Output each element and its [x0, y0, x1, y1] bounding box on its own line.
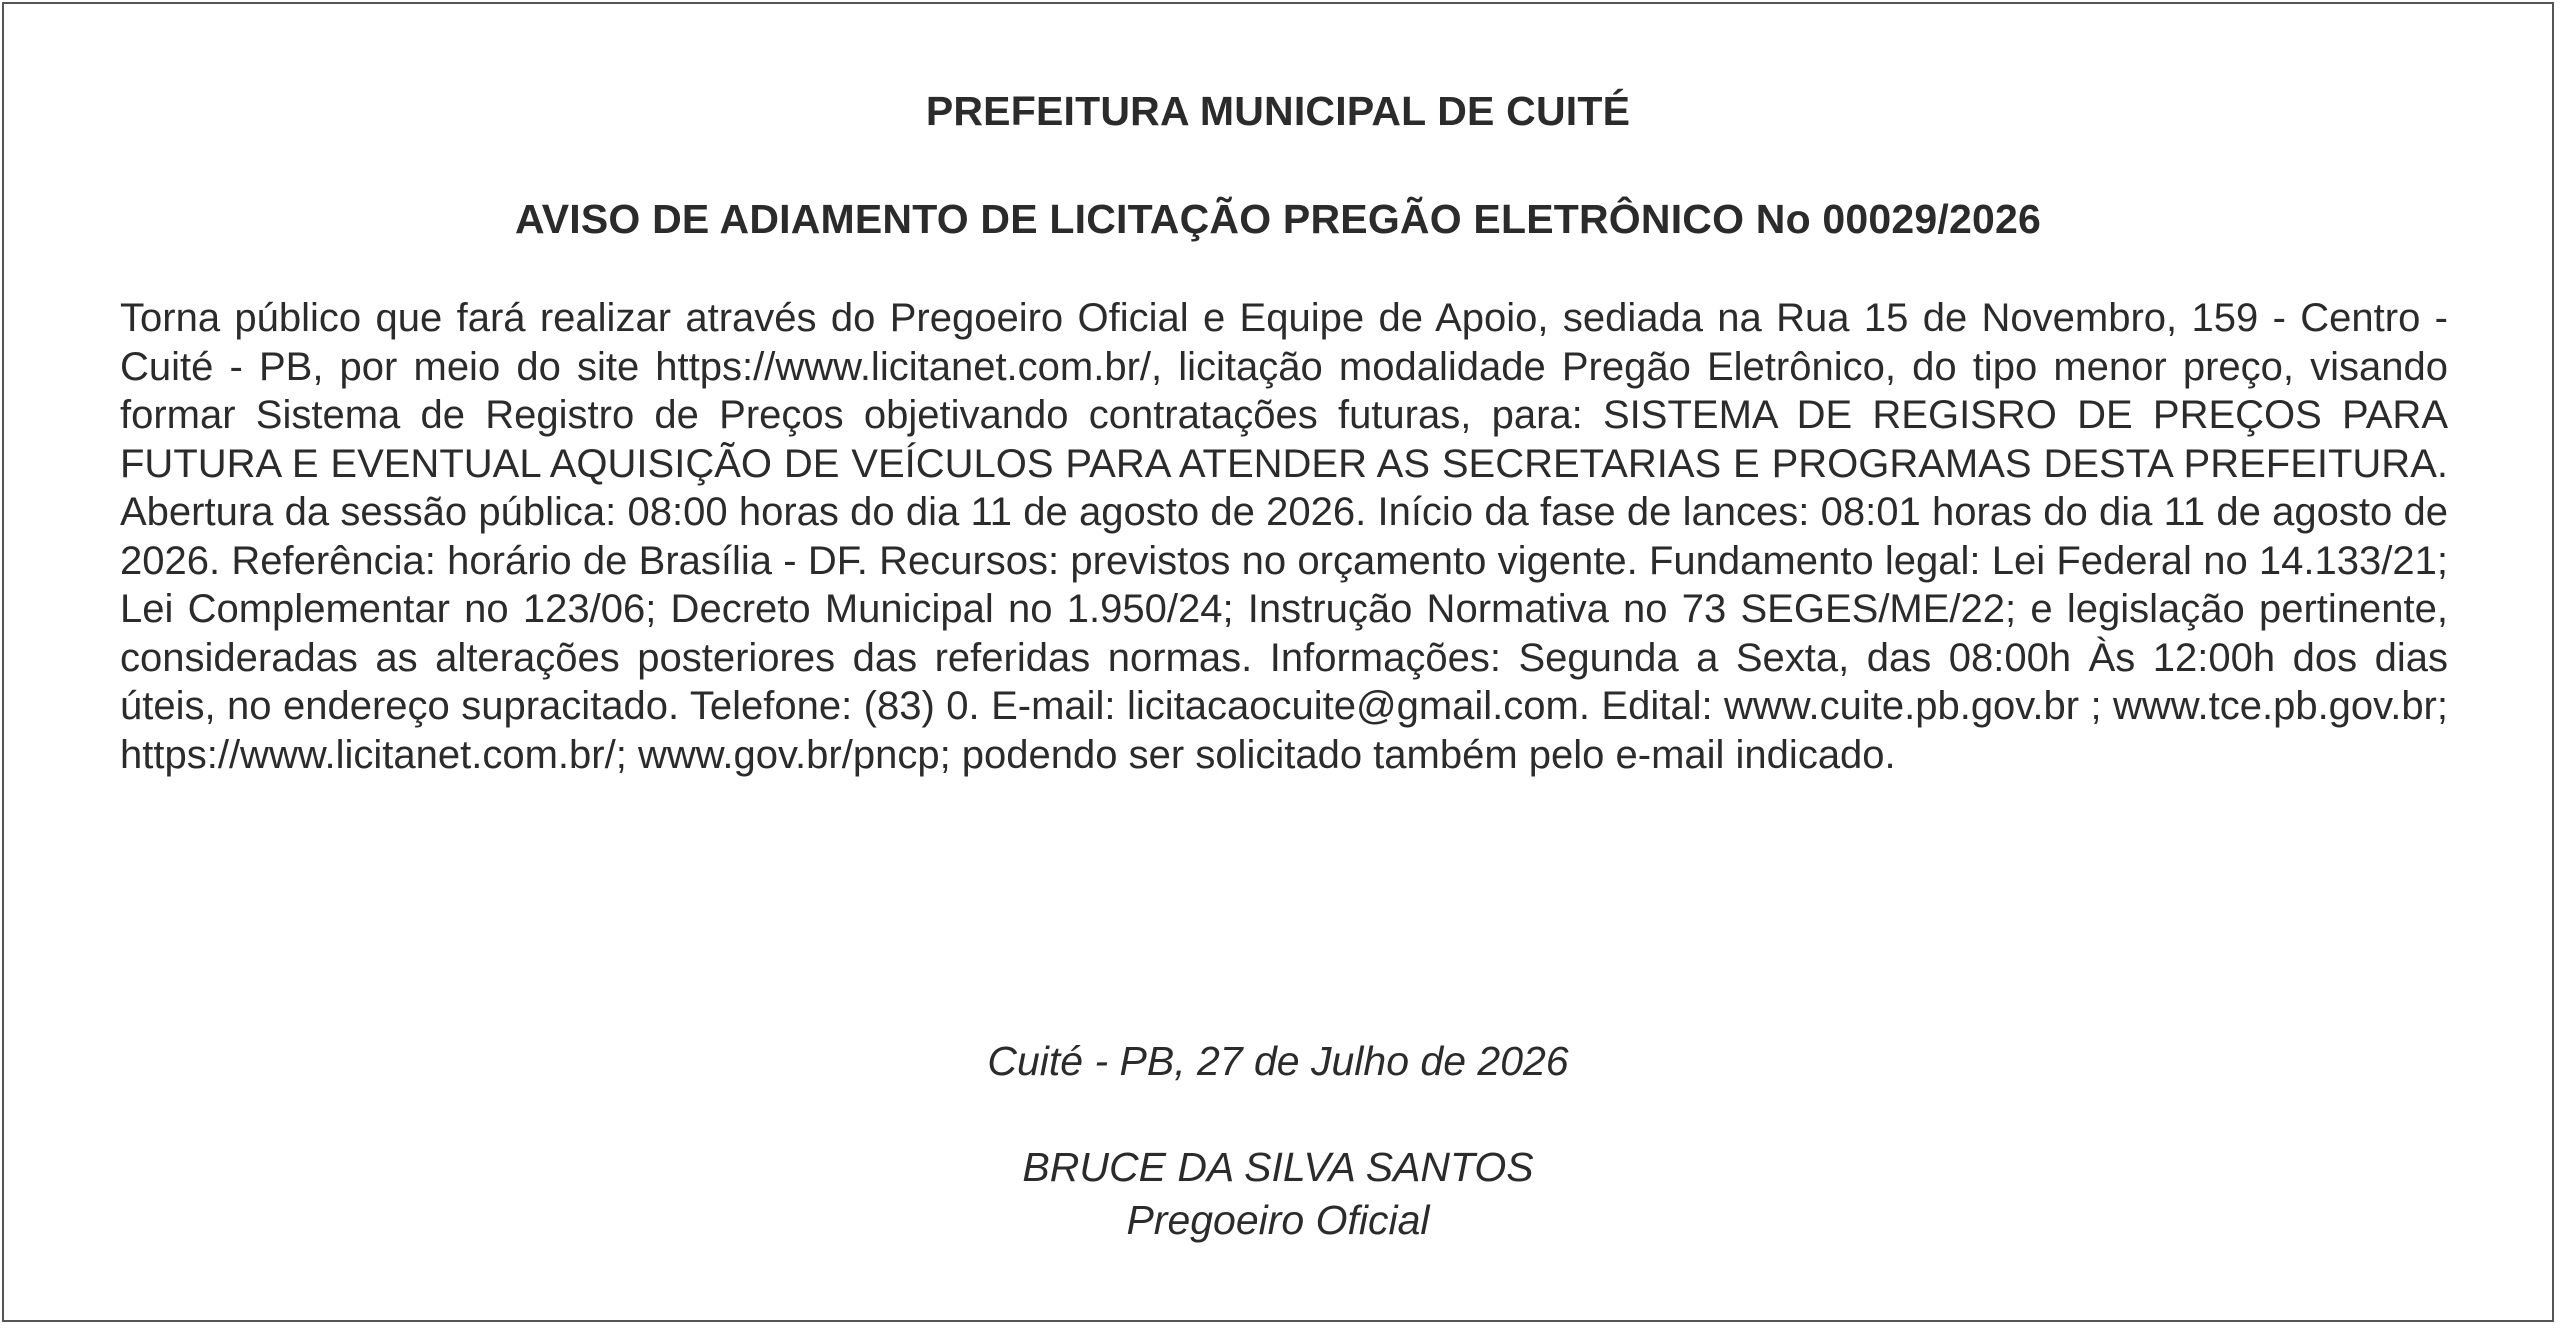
signer-name: BRUCE DA SILVA SANTOS: [1022, 1144, 1534, 1190]
notice-frame: [2, 2, 2554, 1322]
place-date: Cuité - PB, 27 de Julho de 2026: [987, 1038, 1569, 1084]
notice-title: AVISO DE ADIAMENTO DE LICITAÇÃO PREGÃO ELETRÔNICO No 00029/2026: [514, 196, 2042, 242]
signer-role: Pregoeiro Oficial: [1126, 1197, 1430, 1243]
notice-body-paragraph: Torna público que fará realizar através do Pregoeiro Oficial e Equipe de Apoio, sediada na Rua 15 de Novembro, 159 - Centro - Cuité - PB, por meio do site https://www.licitanet.com.br/, licitação modalidade Pregão Eletrônico, do tipo menor preço, visando formar Sistema de Registro de Preços objetivando contratações futuras, para: SISTEMA DE REGISRO DE PREÇOS PARA FUTURA E EVENTUAL AQUISIÇÃO DE VEÍCULOS PARA ATENDER AS SECRETARIAS E PROGRAMAS DESTA PREFEITURA. Abertura da sessão pública: 08:00 horas do dia 11 de agosto de 2026. Início da fase de lances: 08:01 horas do dia 11 de agosto de 2026. Referência: horário de Brasília - DF. Recursos: previstos no orçamento vigente. Fundamento legal: Lei Federal no 14.133/21; Lei Complementar no 123/06; Decreto Municipal no 1.950/24; Instrução Normativa no 73 SEGES/ME/22; e legislação pertinente, consideradas as alterações posteriores das referidas normas. Informações: Segunda a Sexta, das 08:00h Às 12:00h dos dias úteis, no endereço supracitado. Telefone: (83) 0. E-mail: licitacaocuite@gmail.com. Edital: www.cuite.pb.gov.br ; www.tce.pb.gov.br; https://www.licitanet.com.br/; www.gov.br/pncp; podendo ser solicitado também pelo e-mail indicado.: [120, 296, 2448, 777]
organization-title: PREFEITURA MUNICIPAL DE CUITÉ: [925, 88, 1631, 134]
